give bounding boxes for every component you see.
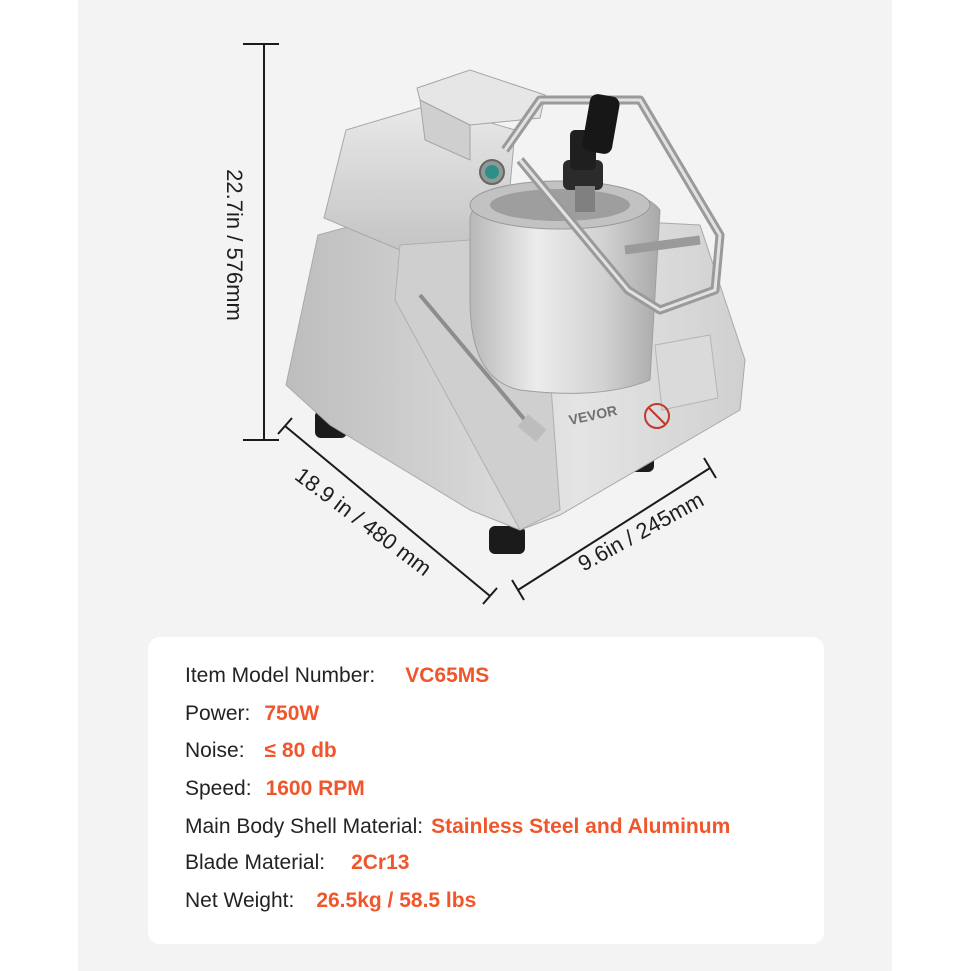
- spec-label: Noise:: [185, 739, 245, 762]
- spec-label: Net Weight:: [185, 889, 295, 912]
- spec-row-shell-material: [185, 814, 730, 840]
- spec-label: Speed:: [185, 777, 252, 800]
- brand-logo: VEVOR: [567, 402, 619, 428]
- height-dimension-line: [243, 44, 279, 440]
- spec-value: Stainless Steel and Aluminum: [431, 815, 731, 838]
- height-dimension-label: 22.7in / 576mm: [222, 169, 247, 321]
- spec-value: VC65MS: [405, 664, 490, 687]
- spec-row-speed: [185, 776, 365, 802]
- spec-row-model: [185, 663, 489, 689]
- depth-dimension-label: 18.9 in / 480 mm: [290, 462, 437, 581]
- spec-row-noise: [185, 738, 337, 764]
- spec-label: Item Model Number:: [185, 664, 376, 687]
- spec-value: 26.5kg / 58.5 lbs: [316, 889, 477, 912]
- spec-label: Main Body Shell Material:: [185, 815, 424, 838]
- spec-value: ≤ 80 db: [264, 739, 337, 762]
- width-dimension-label: 9.6in / 245mm: [573, 486, 708, 577]
- spec-row-net-weight: [185, 888, 476, 914]
- spec-card: [148, 637, 824, 944]
- spec-row-power: [185, 701, 319, 727]
- spec-row-blade-material: [185, 850, 409, 876]
- spec-label: Blade Material:: [185, 851, 326, 874]
- spec-value: 1600 RPM: [265, 777, 365, 800]
- spec-label: Power:: [185, 702, 251, 725]
- spec-value: 2Cr13: [351, 851, 410, 874]
- indicator-light-icon: [480, 160, 504, 184]
- spec-value: 750W: [264, 702, 320, 725]
